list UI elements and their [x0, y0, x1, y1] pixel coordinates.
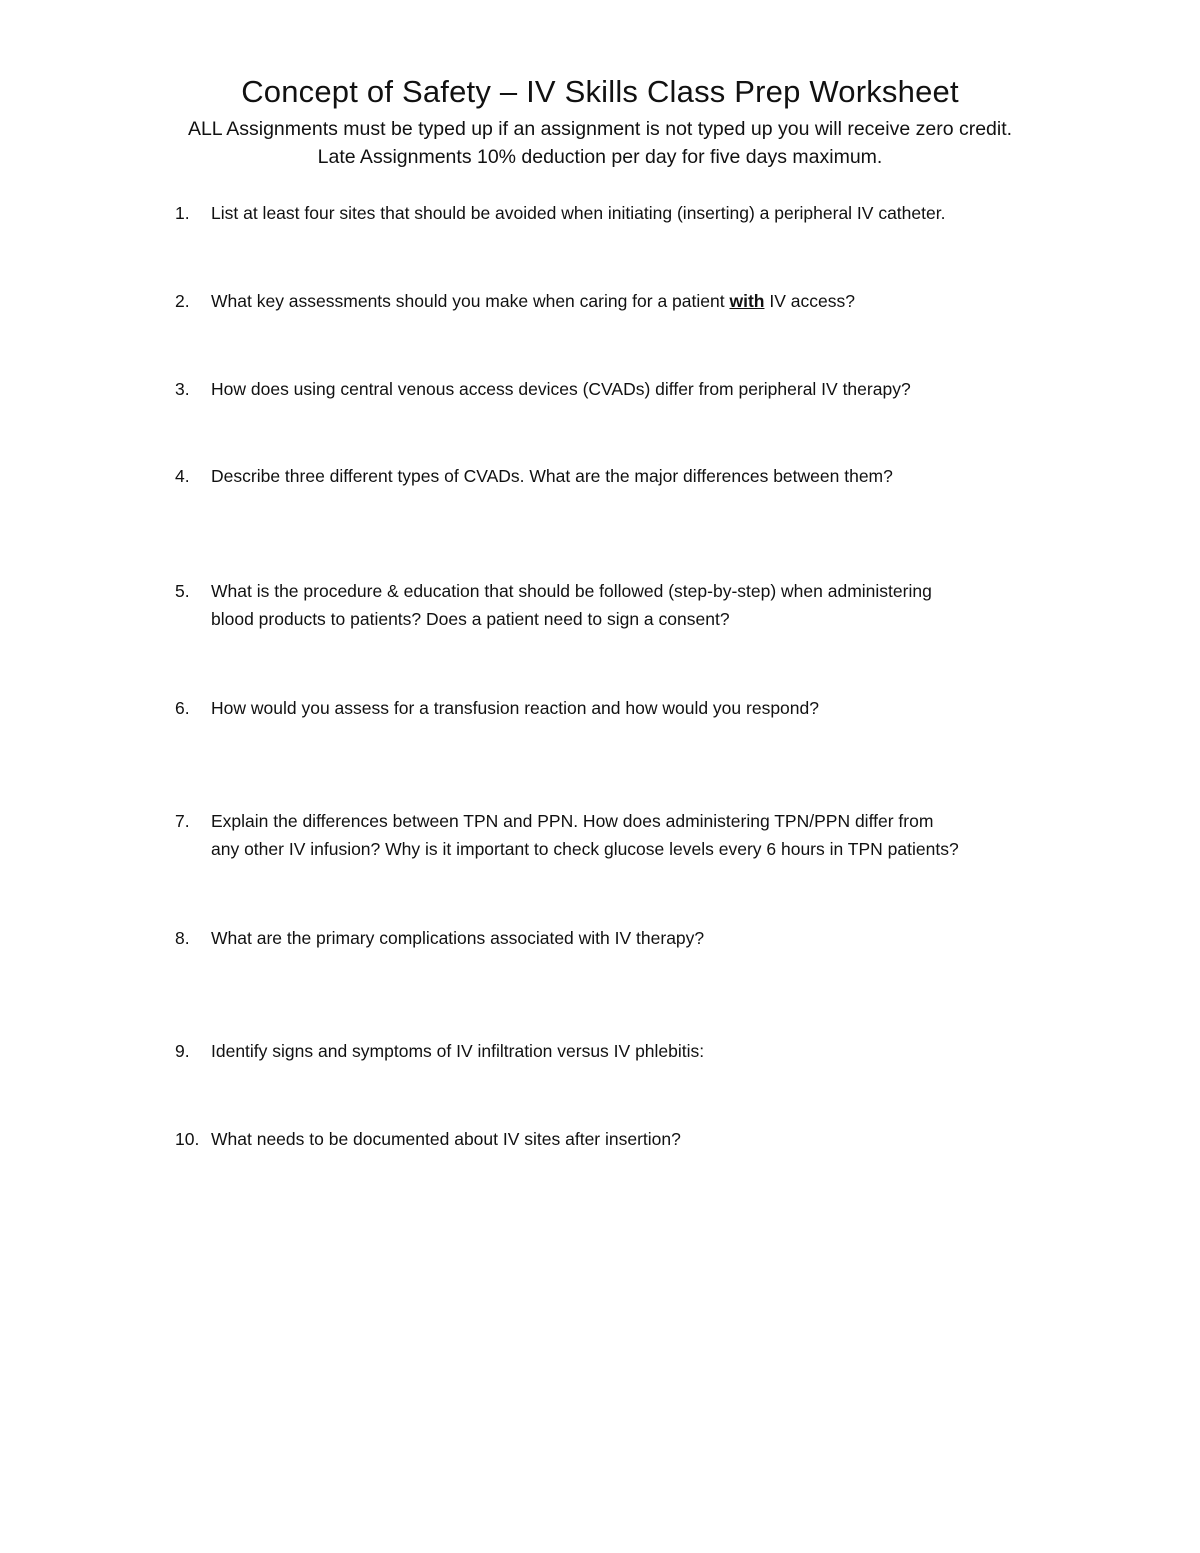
question-text — [211, 577, 1081, 633]
typed-requirement-note: ALL Assignments must be typed up if an assignment is not typed up you will receive zero credit. — [187, 118, 1013, 140]
question-number: 2. — [175, 291, 190, 311]
question-number: 4. — [175, 466, 190, 486]
question-text: How does using central venous access devices (CVADs) differ from peripheral IV therapy? — [211, 379, 911, 399]
question-text — [211, 807, 1081, 863]
question-number: 1. — [175, 203, 190, 223]
question-line: Explain the differences between TPN and PPN. How does administering TPN/PPN differ from — [211, 811, 934, 831]
question-text — [211, 287, 1081, 315]
question-number: 7. — [175, 811, 190, 831]
question-number: 9. — [175, 1041, 190, 1061]
question-number: 6. — [175, 698, 190, 718]
question-line: What is the procedure & education that should be followed (step-by-step) when administering — [211, 581, 932, 601]
late-policy-note: Late Assignments 10% deduction per day for five days maximum. — [317, 146, 883, 168]
question-text-part: IV access? — [764, 291, 855, 311]
question-text: Identify signs and symptoms of IV infiltration versus IV phlebitis: — [211, 1041, 705, 1061]
question-text-part: What key assessments should you make when caring for a patient — [211, 291, 730, 311]
question-line: any other IV infusion? Why is it important to check glucose levels every 6 hours in TPN patients? — [211, 839, 959, 859]
question-text: What are the primary complications associated with IV therapy? — [211, 928, 705, 948]
question-number: 3. — [175, 379, 190, 399]
question-number: 10. — [175, 1129, 200, 1149]
question-number: 5. — [175, 581, 190, 601]
emphasized-word: with — [729, 291, 765, 311]
question-text: List at least four sites that should be avoided when initiating (inserting) a peripheral IV catheter. — [211, 203, 946, 223]
question-text: Describe three different types of CVADs. What are the major differences between them? — [211, 466, 893, 486]
question-number: 8. — [175, 928, 190, 948]
page-title: Concept of Safety – IV Skills Class Prep Worksheet — [241, 74, 959, 109]
question-text: How would you assess for a transfusion reaction and how would you respond? — [211, 698, 819, 718]
question-text: What needs to be documented about IV sites after insertion? — [211, 1129, 681, 1149]
question-line: blood products to patients? Does a patient need to sign a consent? — [211, 609, 730, 629]
